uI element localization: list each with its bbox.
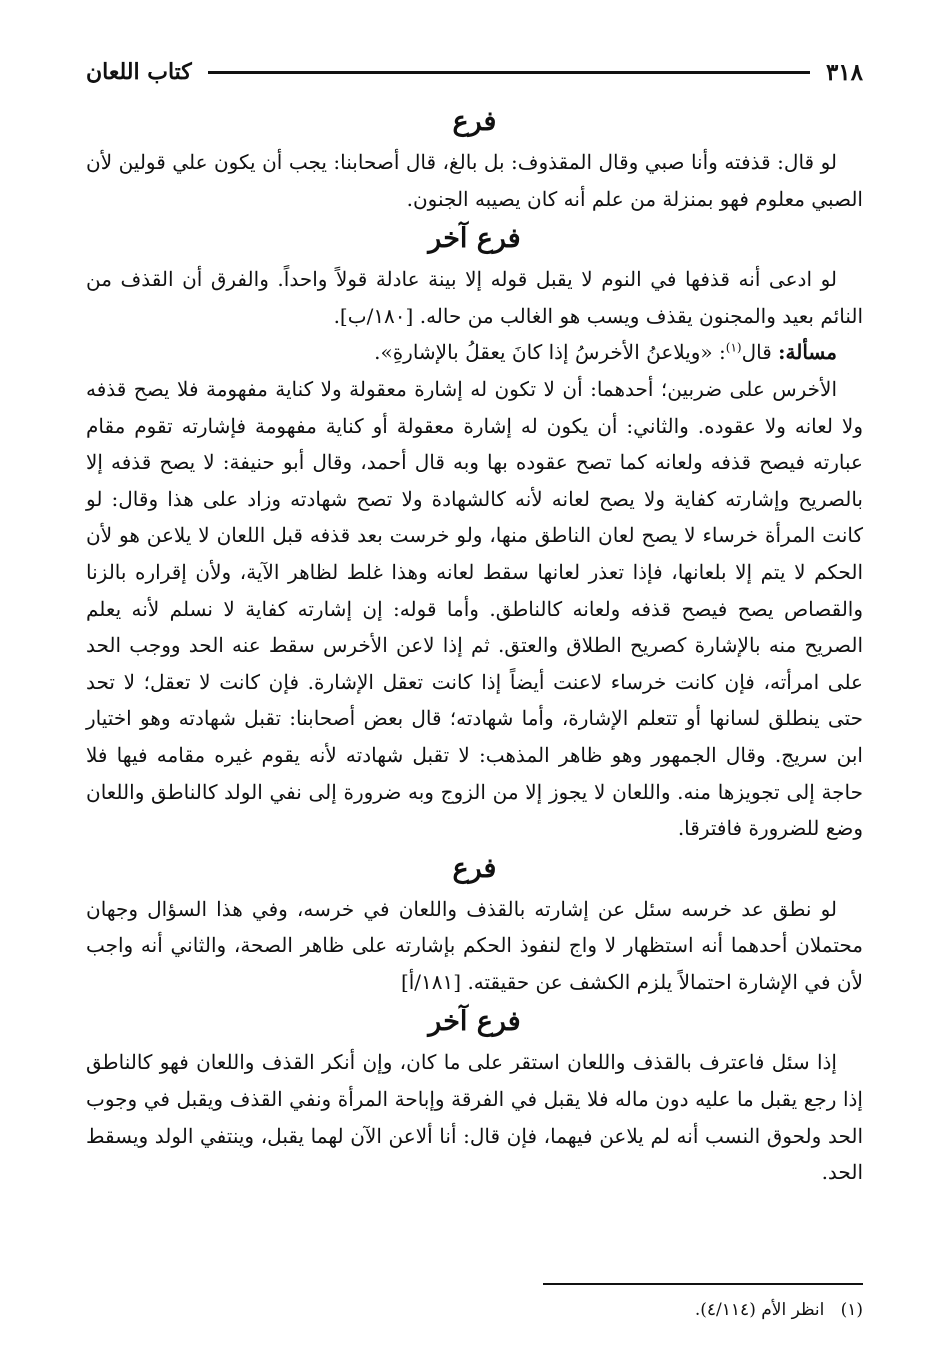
- section-title: فرع آخر: [428, 223, 521, 255]
- footnote-ref[interactable]: (١): [725, 340, 742, 355]
- paragraph: لو ادعى أنه قذفها في النوم لا يقبل قوله إلا بينة عادلة قولاً واحداً. والفرق أن القذف من النائم بعيد والمجنون يقذف ويسب هو الغالب من حاله. [١٨٠/ب].: [86, 267, 863, 328]
- paragraph: لو نطق عد خرسه سئل عن إشارته بالقذف واللعان في خرسه، وفي هذا السؤال وجهان محتملان أحدهما أنه استظهار لا واج لنفوذ الحكم بإشارته على ظاهر الصحة، والثاني أنه واجب لأن في الإشارة احتمالاً يلزم الكشف عن حقيقته. [١٨١/أ]: [86, 896, 863, 994]
- masala-line: [86, 334, 863, 371]
- section-title: فرع: [452, 106, 497, 137]
- footnote-number: (١): [840, 1300, 863, 1320]
- page-number: ٣١٨: [825, 58, 863, 86]
- footnote-text: انظر الأم (٤/١١٤).: [694, 1300, 825, 1320]
- book-title: كتاب اللعان: [86, 59, 192, 85]
- header-rule: [208, 71, 810, 74]
- page-body: [86, 100, 863, 1191]
- masala-label: مسألة:: [778, 340, 837, 365]
- paragraph: إذا سئل فاعترف بالقذف واللعان استقر على ما كان، وإن أنكر القذف واللعان فهو كالناطق إذا رجع يقبل ما عليه دون ماله فلا يقبل في الفرقة وإباحة المرأة ونفي القذف ويقبل في وجوب الحد ولحوق النسب أنه لم يلاعن فيهما، فإن قال: أنا ألاعن الآن لهما يقبل، وينتفي الولد ويسقط الحد.: [86, 1050, 863, 1185]
- section-title: فرع آخر: [428, 1006, 521, 1038]
- paragraph: الأخرس على ضربين؛ أحدهما: أن لا تكون له إشارة معقولة ولا كناية مفهومة فلا يصح قذفه ولا لعانه ولا عقوده. والثاني: أن يكون له إشارة معقولة أو كناية مفهومة فإشارته تقوم مقام عبارته فيصح قذفه ولعانه كما تصح عقوده بها وبه قال أحمد، وقال أبو حنيفة: لا يصح قذفه إلا بالصريح وإشارته كفاية ولا يصح لعانه لأنه كالشهادة ولا تصح شهادته وزاد على هذا وقال: لو كانت المرأة خرساء لا يصح لعان الناطق منها، ولو خرست بعد قذفه قبل اللعان لا يلاعن هو لأن الحكم لا يتم إلا بلعانها، فإذا تعذر لعانها سقط لعانه وهذا غلط لظاهر الآية، ولأن إقراره بالزنا والقصاص يصح فيصح قذفه ولعانه كالناطق. وأما قوله: إن إشارته كفاية لا نسلم لأنه يعلم الصريح منه بالإشارة كصريح الطلاق والعتق. ثم إذا لاعن الأخرس سقط عنه الحد ووجب الحد على امرأته، فإن كانت خرساء لاعنت أيضاً إذا كانت تعقل الإشارة. فإن كانت لا تعقل؛ لا تحد حتى ينطلق لسانها أو تتعلم الإشارة، وأما شهادته؛ قال بعض أصحابنا: تقبل شهادته وهو اختيار ابن سريج. وقال الجمهور وهو ظاهر المذهب: لا تقبل شهادته لأنه يقوم غيره مقامه فيها فلا حاجة إلى تجويزها منه. واللعان لا يجوز إلا من الزوج وبه ضرورة إلى نفي الولد كالناطق واللعان وضع للضرورة فافترقا.: [86, 376, 863, 841]
- masala-said: قال: [741, 340, 772, 365]
- footnote-rule: [543, 1283, 863, 1285]
- page-header: [86, 52, 863, 92]
- masala-quote: : «ويلاعنُ الأخرسُ إذا كانَ يعقلُ بالإشارةِ».: [374, 340, 726, 365]
- section-title: فرع: [452, 852, 497, 884]
- footnote: [86, 1297, 863, 1323]
- paragraph: لو قال: قذفته وأنا صبي وقال المقذوف: بل بالغ، قال أصحابنا: يجب أن يكون علي قولين لأن الصبي معلوم فهو بمنزلة من علم أنه كان يصيبه الجنون.: [86, 150, 863, 211]
